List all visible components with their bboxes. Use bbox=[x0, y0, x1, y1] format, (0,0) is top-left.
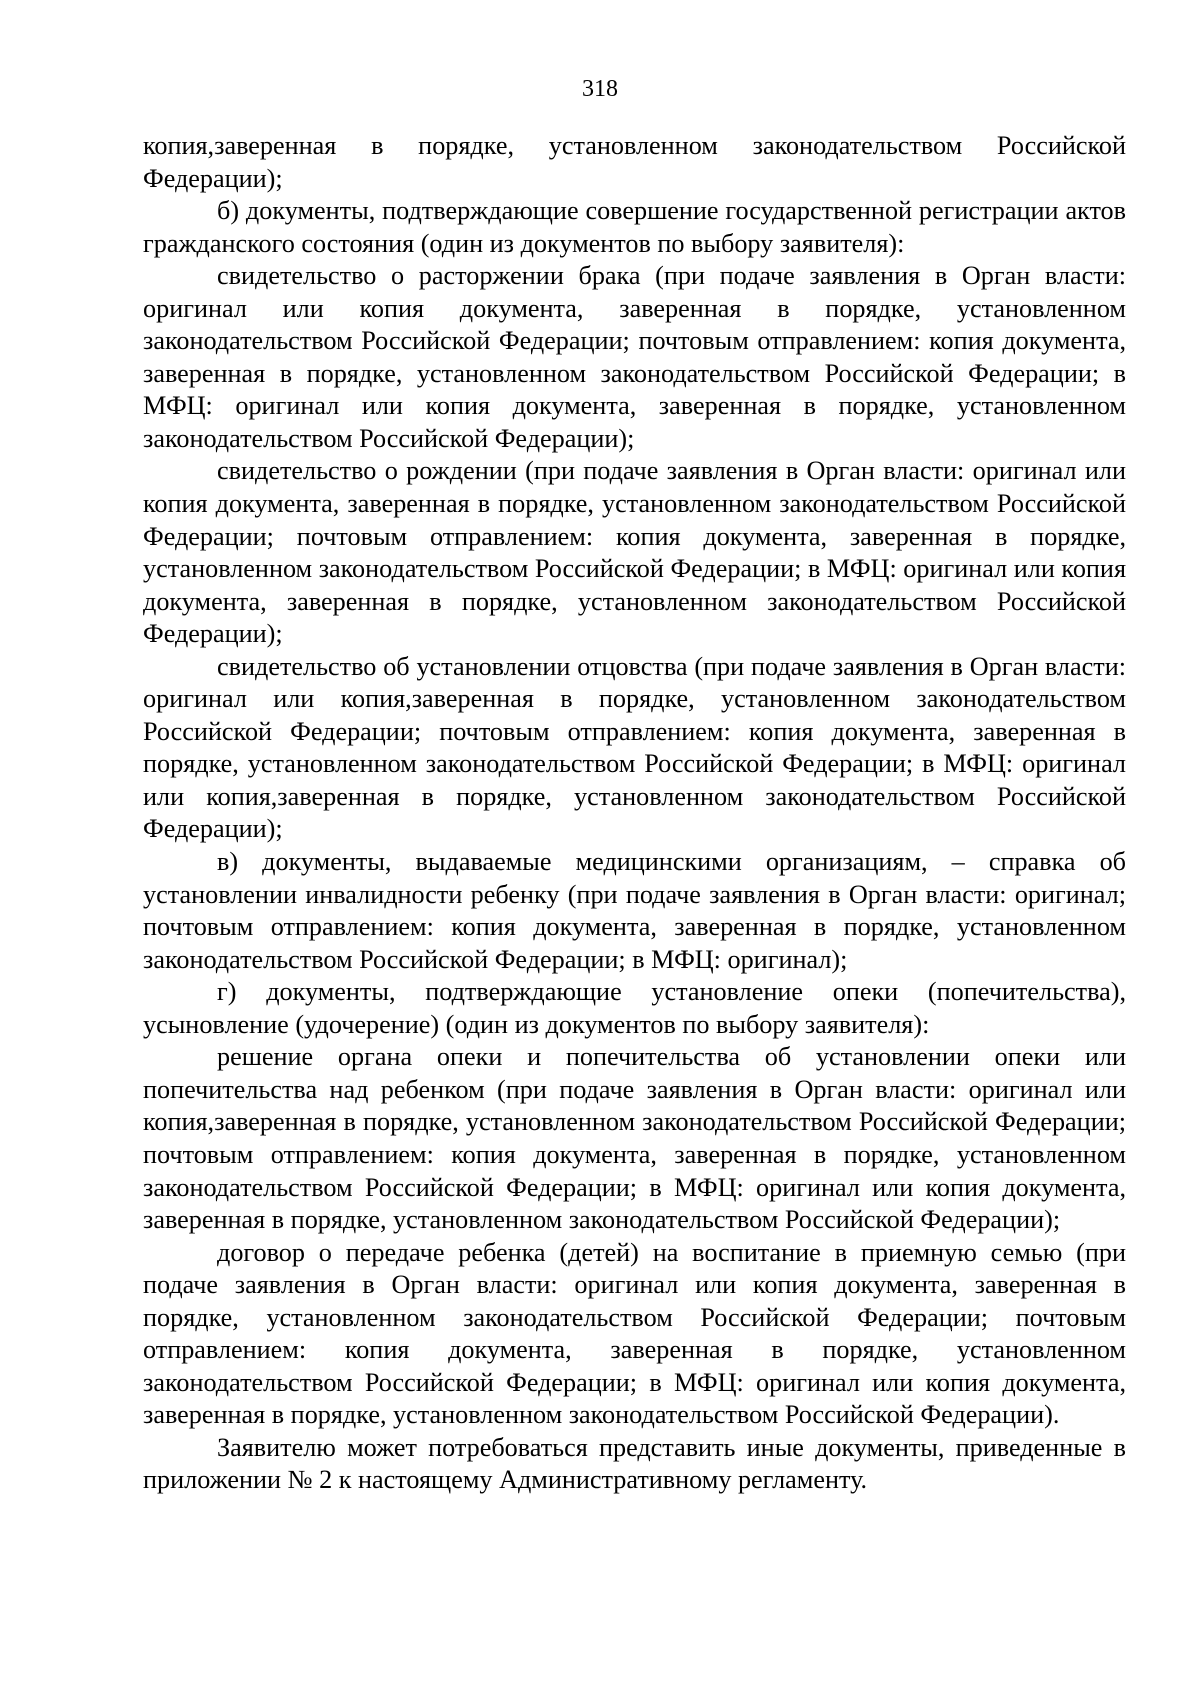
paragraph: Заявителю может потребоваться представить иные документы, приведенные в приложении № 2 к настоящему Административному регламенту. bbox=[143, 1432, 1126, 1495]
page-number: 318 bbox=[582, 76, 618, 102]
paragraph: в) документы, выдаваемые медицинскими организациям, – справка об установлении инвалидности ребенку (при подаче заявления в Орган власти: оригинал; почтовым отправлением: копия документа, заверенная в порядке, установленном законодательством Российской Федерации; в МФЦ: оригинал); bbox=[143, 847, 1126, 974]
paragraph: г) документы, подтверждающие установление опеки (попечительства), усыновление (удочерение) (один из документов по выбору заявителя): bbox=[143, 977, 1126, 1039]
paragraph: свидетельство о рождении (при подаче заявления в Орган власти: оригинал или копия документа, заверенная в порядке, установленном законодательством Российской Федерации; почтовым отправлением: копия документа, заверенная в порядке, установленном законодательством Российской Федерации; в МФЦ: оригинал или копия документа, заверенная в порядке, установленном законодательством Российской Федерации); bbox=[143, 456, 1126, 649]
paragraph: решение органа опеки и попечительства об установлении опеки или попечительства над ребенком (при подаче заявления в Орган власти: оригинал или копия,заверенная в порядке, установленном законодательством Российской Федерации; почтовым отправлением: копия документа, заверенная в порядке, установленном законодательством Российской Федерации; в МФЦ: оригинал или копия документа, заверенная в порядке, установленном законодательством Российской Федерации); bbox=[143, 1042, 1126, 1235]
paragraph: б) документы, подтверждающие совершение государственной регистрации актов гражданского состояния (один из документов по выбору заявителя): bbox=[143, 196, 1126, 258]
paragraph: свидетельство о расторжении брака (при подаче заявления в Орган власти: оригинал или копия документа, заверенная в порядке, установленном законодательством Российской Федерации; почтовым отправлением: копия документа, заверенная в порядке, установленном законодательством Российской Федерации; в МФЦ: оригинал или копия документа, заверенная в порядке, установленном законодательством Российской Федерации); bbox=[143, 261, 1126, 453]
paragraph: свидетельство об установлении отцовства (при подаче заявления в Орган власти: оригинал или копия,заверенная в порядке, установленном законодательством Российской Федерации; почтовым отправлением: копия документа, заверенная в порядке, установленном законодательством Российской Федерации; в МФЦ: оригинал или копия,заверенная в порядке, установленном законодательством Российской Федерации); bbox=[143, 651, 1126, 844]
paragraph: договор о передаче ребенка (детей) на воспитание в приемную семью (при подаче заявления в Орган власти: оригинал или копия документа, заверенная в порядке, установленном законодательством Российской Федерации; почтовым отправлением: копия документа, заверенная в порядке, установленном законодательством Российской Федерации; в МФЦ: оригинал или копия документа, заверенная в порядке, установленном законодательством Российской Федерации). bbox=[143, 1237, 1126, 1430]
paragraph: копия,заверенная в порядке, установленном законодательством Российской Федерации); bbox=[143, 131, 1126, 193]
document-body bbox=[143, 130, 1126, 1497]
